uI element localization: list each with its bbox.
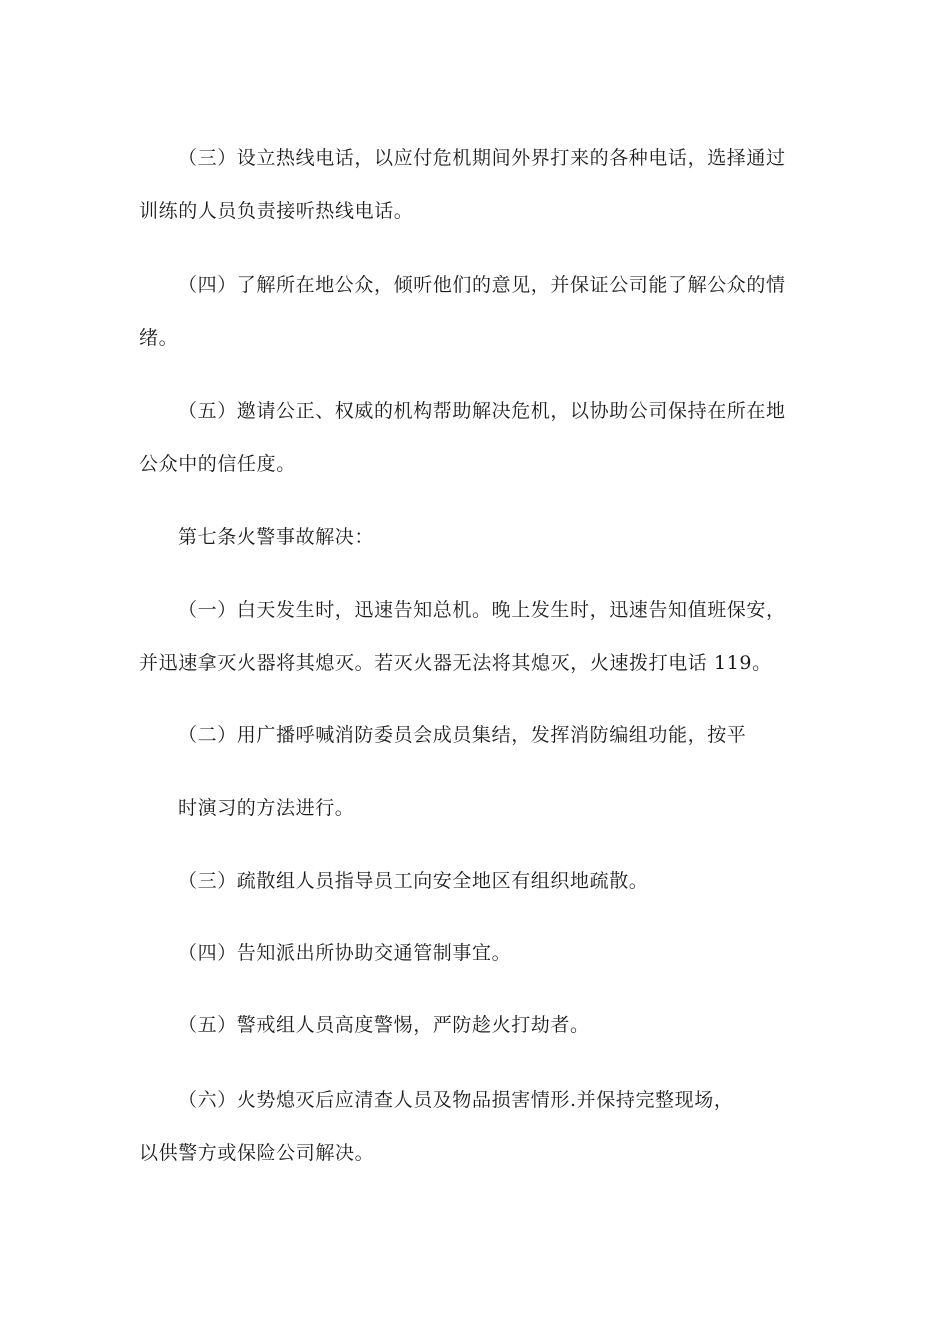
- paragraph-fire-5: （五）警戒组人员高度警惕，严防趁火打劫者。: [178, 1014, 590, 1036]
- paragraph-hotline-line2: 训练的人员负责接听热线电话。: [139, 200, 414, 222]
- paragraph-fire-6-line1: （六）火势熄灭后应清查人员及物品损害情形.并保持完整现场，: [178, 1089, 734, 1111]
- paragraph-fire-4: （四）告知派出所协助交通管制事宜。: [178, 942, 512, 964]
- paragraph-fire-6-line2: 以供警方或保险公司解决。: [139, 1142, 375, 1164]
- paragraph-fire-1-line2: 并迅速拿灭火器将其熄灭。若灭火器无法将其熄灭，火速拨打电话 119。: [139, 652, 772, 674]
- paragraph-fire-3: （三）疏散组人员指导员工向安全地区有组织地疏散。: [178, 870, 649, 892]
- paragraph-hotline-line1: （三）设立热线电话，以应付危机期间外界打来的各种电话，选择通过: [178, 147, 786, 169]
- paragraph-public-line2: 绪。: [139, 327, 179, 349]
- paragraph-public-line1: （四）了解所在地公众，倾听他们的意见，并保证公司能了解公众的情: [178, 274, 786, 296]
- paragraph-authority-line2: 公众中的信任度。: [139, 453, 296, 475]
- section-heading-fire: 第七条火警事故解决：: [178, 526, 375, 548]
- paragraph-fire-2-line1: （二）用广播呼喊消防委员会成员集结，发挥消防编组功能，按平: [178, 724, 747, 746]
- paragraph-fire-1-line1: （一）白天发生时，迅速告知总机。晚上发生时，迅速告知值班保安，: [178, 599, 786, 621]
- paragraph-authority-line1: （五）邀请公正、权威的机构帮助解决危机，以协助公司保持在所在地: [178, 400, 786, 422]
- paragraph-fire-2-line2: 时演习的方法进行。: [178, 797, 355, 819]
